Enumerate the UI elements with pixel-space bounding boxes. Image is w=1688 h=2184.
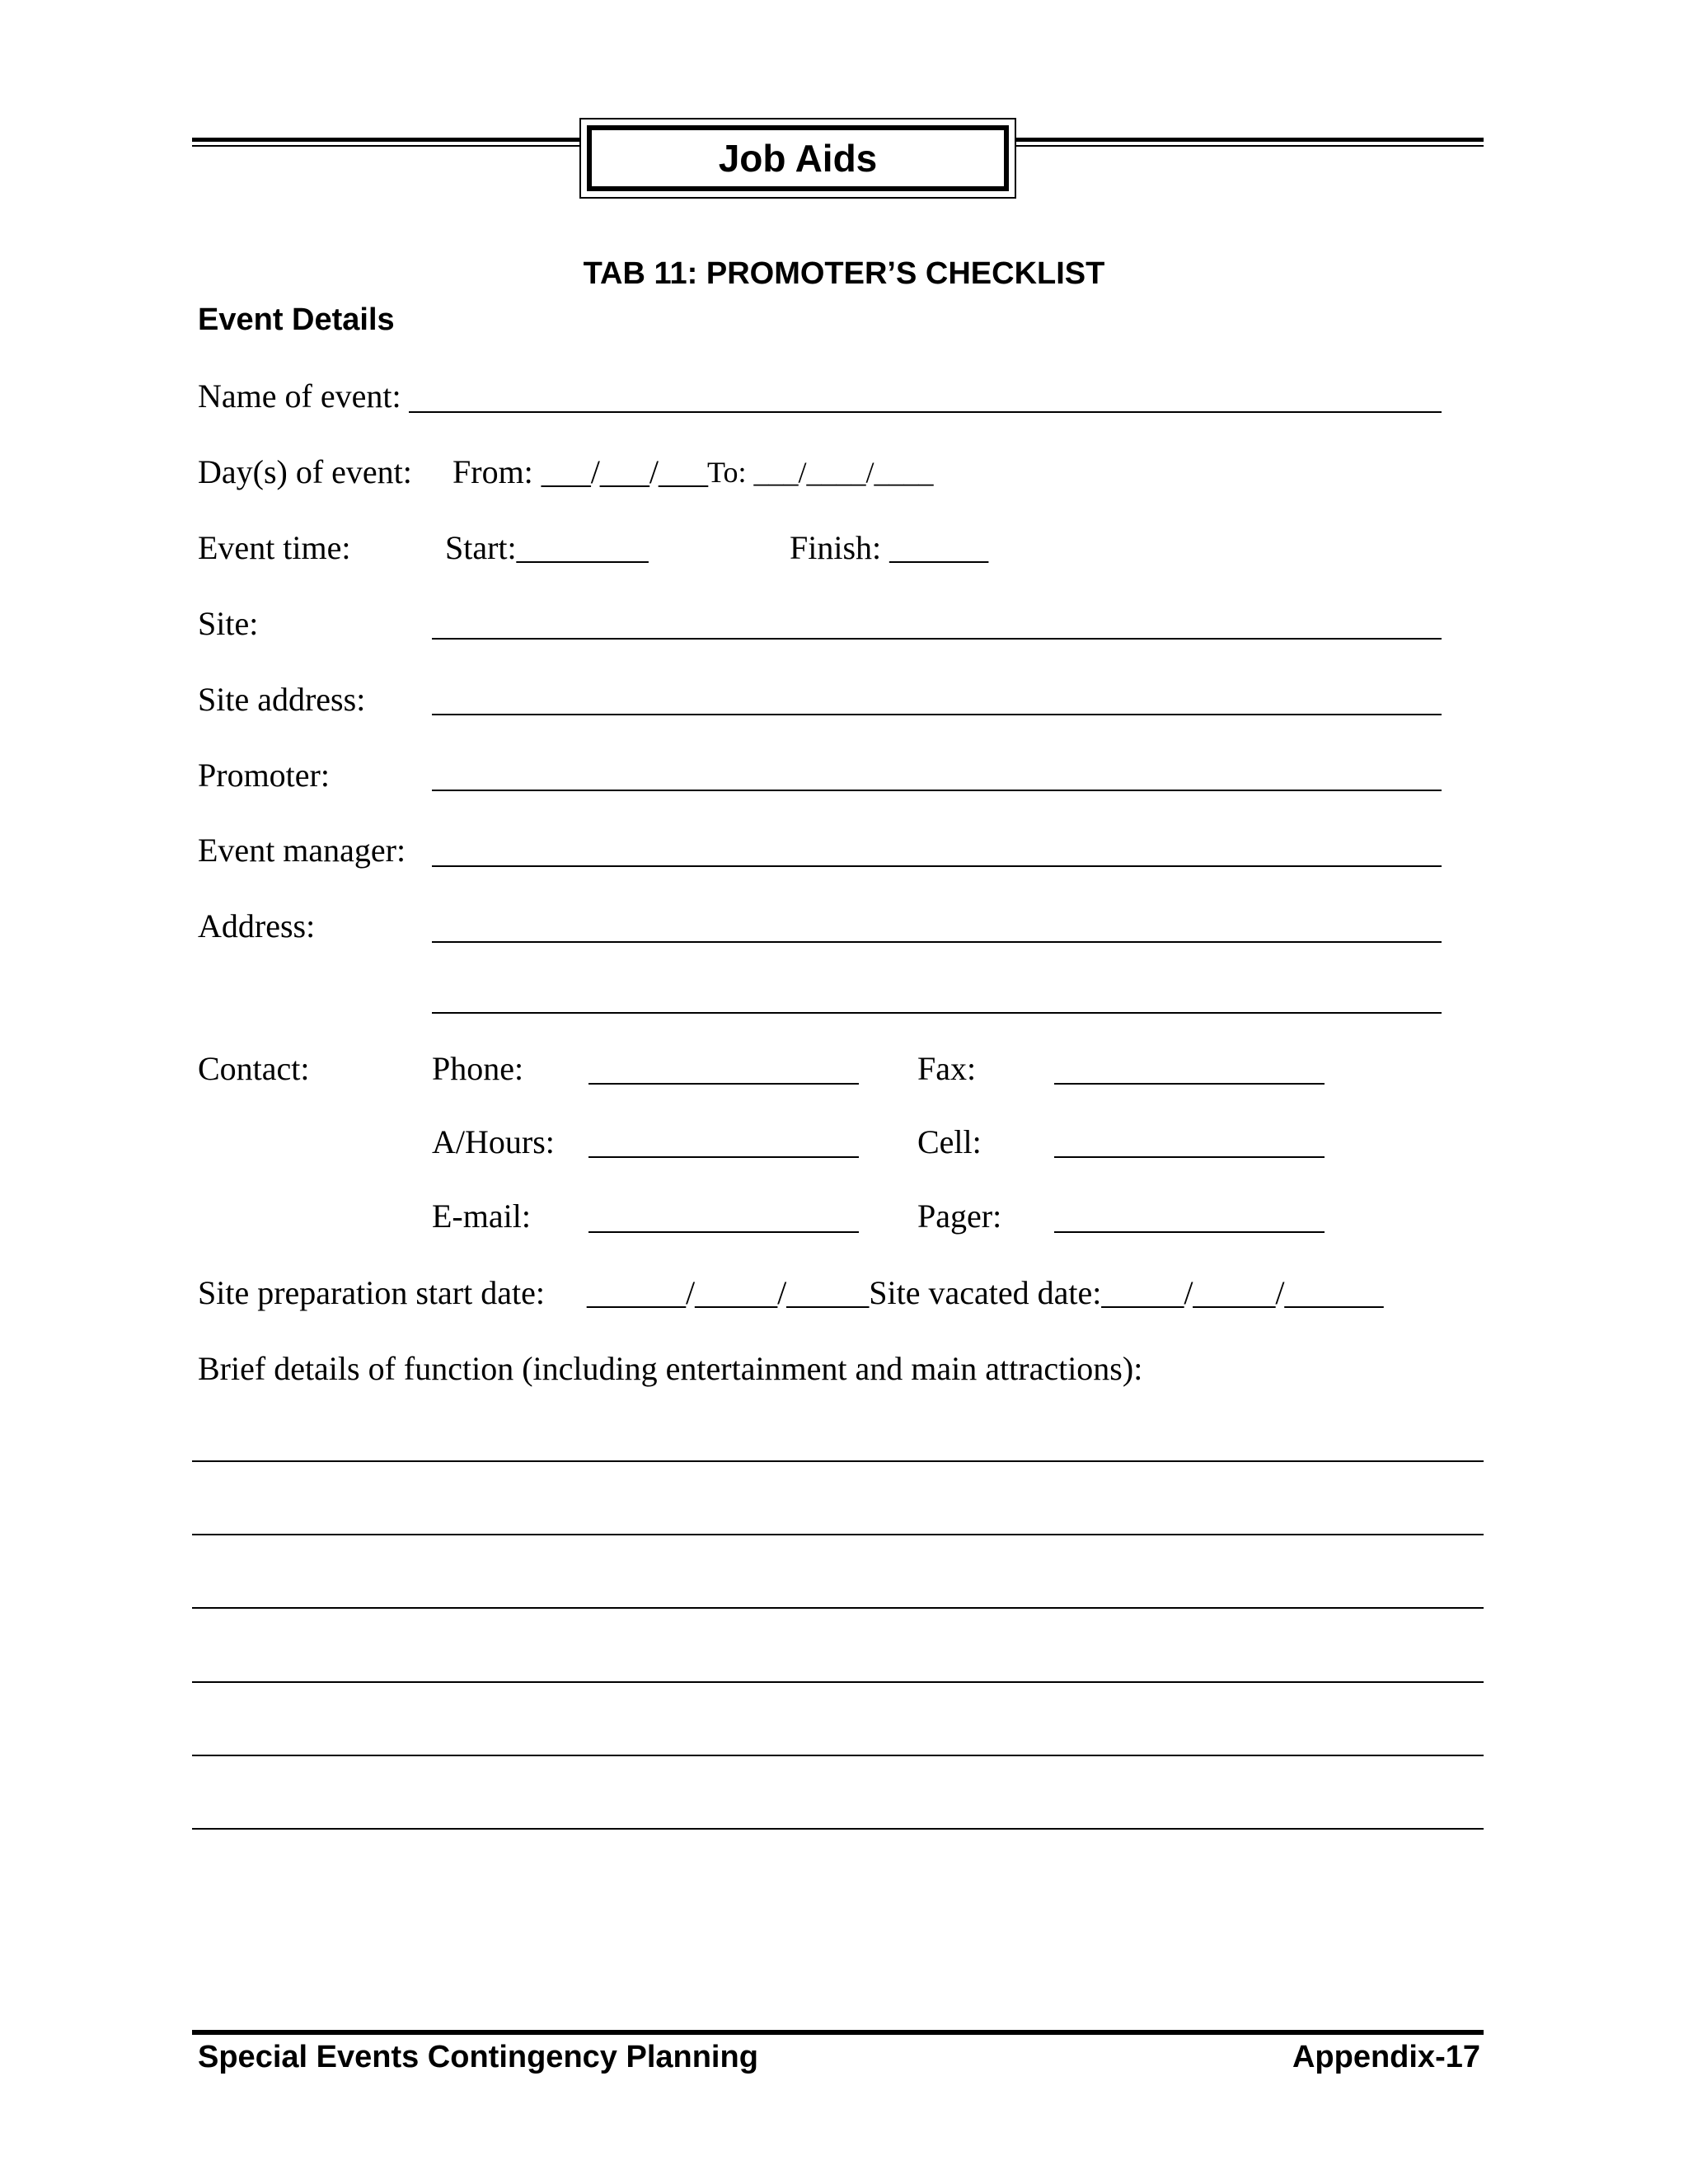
cell-input[interactable] bbox=[1054, 1156, 1325, 1158]
promoter-label: Promoter: bbox=[198, 757, 330, 794]
event-manager-label: Event manager: bbox=[198, 832, 406, 869]
site-address-input[interactable] bbox=[432, 714, 1442, 715]
fax-input[interactable] bbox=[1054, 1083, 1325, 1085]
contact-label: Contact: bbox=[198, 1050, 310, 1087]
job-aids-badge: Job Aids bbox=[587, 125, 1009, 191]
days-of-event-label: Day(s) of event: bbox=[198, 453, 412, 490]
header-rule-left-thick bbox=[192, 138, 579, 142]
site-prep-label: Site preparation start date: bbox=[198, 1274, 545, 1311]
after-hours-label: A/Hours: bbox=[432, 1123, 555, 1160]
event-manager-input[interactable] bbox=[432, 865, 1442, 867]
name-of-event-input[interactable] bbox=[409, 411, 1442, 413]
after-hours-input[interactable] bbox=[588, 1156, 859, 1158]
date-to-field[interactable]: To: ___/____/____ bbox=[707, 456, 934, 489]
brief-details-line-4[interactable] bbox=[192, 1681, 1484, 1683]
brief-details-line-6[interactable] bbox=[192, 1828, 1484, 1830]
event-time-label: Event time: bbox=[198, 529, 351, 566]
brief-details-label: Brief details of function (including entertainment and main attractions): bbox=[198, 1350, 1143, 1387]
phone-label: Phone: bbox=[432, 1050, 524, 1087]
brief-details-line-3[interactable] bbox=[192, 1607, 1484, 1609]
footer-rule bbox=[192, 2030, 1484, 2035]
brief-details-line-1[interactable] bbox=[192, 1460, 1484, 1462]
promoter-input[interactable] bbox=[432, 790, 1442, 791]
site-input[interactable] bbox=[432, 638, 1442, 640]
name-of-event-label: Name of event: bbox=[198, 377, 401, 415]
phone-input[interactable] bbox=[588, 1083, 859, 1085]
address-label: Address: bbox=[198, 907, 316, 944]
footer-title: Special Events Contingency Planning bbox=[198, 2040, 758, 2074]
section-heading: Event Details bbox=[198, 302, 395, 337]
header-rule-left-thin bbox=[192, 145, 579, 147]
pager-input[interactable] bbox=[1054, 1231, 1325, 1233]
brief-details-line-2[interactable] bbox=[192, 1534, 1484, 1535]
brief-details-line-5[interactable] bbox=[192, 1755, 1484, 1756]
cell-label: Cell: bbox=[917, 1123, 982, 1160]
header-rule-right-thin bbox=[1016, 145, 1484, 147]
date-from-field[interactable]: From: ___/___/___ bbox=[452, 453, 709, 490]
site-dates-field[interactable]: ______/_____/_____Site vacated date:_____/_____/______ bbox=[587, 1274, 1384, 1311]
site-label: Site: bbox=[198, 605, 259, 642]
address-input-line-1[interactable] bbox=[432, 941, 1442, 943]
finish-time-field[interactable]: Finish: ______ bbox=[790, 529, 989, 566]
email-input[interactable] bbox=[588, 1231, 859, 1233]
site-address-label: Site address: bbox=[198, 681, 366, 718]
address-input-line-2[interactable] bbox=[432, 1012, 1442, 1014]
start-time-field[interactable]: Start:________ bbox=[445, 529, 649, 566]
header-rule-right-thick bbox=[1016, 138, 1484, 142]
email-label: E-mail: bbox=[432, 1197, 531, 1235]
pager-label: Pager: bbox=[917, 1197, 1002, 1235]
page-title: TAB 11: PROMOTER’S CHECKLIST bbox=[583, 256, 1105, 291]
footer-page-number: Appendix-17 bbox=[1292, 2040, 1480, 2074]
fax-label: Fax: bbox=[917, 1050, 977, 1087]
